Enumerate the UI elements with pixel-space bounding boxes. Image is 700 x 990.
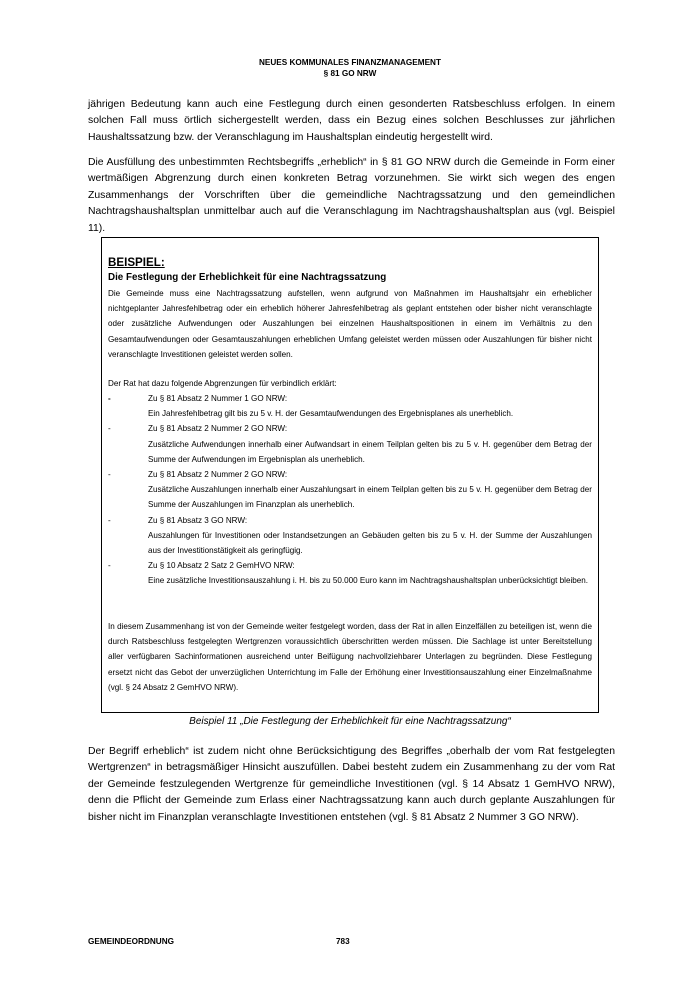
example-heading: BEISPIEL: (108, 256, 165, 269)
example-box (101, 237, 599, 713)
list-item (108, 558, 592, 588)
body-paragraph-3: Der Begriff erheblich“ ist zudem nicht ohne Berücksichtigung des Begriffes „oberhalb der vom Rat festgelegten Wertgrenzen“ in betragsmäßiger Hinsicht auszufüllen. Dabei besteht zudem ein Zusammenhang zu der vom Rat der Gemeinde festzulegenden Wertgrenze für gemeindliche Investitionen (vgl. § 14 Absatz 1 GemHVO NRW), denn die Pflicht der Gemeinde zum Erlass einer Nachtragssatzung kann auch durch geplante Auszahlungen für bisher nicht im Finanzplan veranschlagte Investitionen entstehen (vgl. § 81 Absatz 2 Nummer 3 GO NRW). (88, 746, 615, 823)
page-header (0, 58, 700, 79)
list-item-rule: Eine zusätzliche Investitionsauszahlung i. H. bis zu 50.000 Euro kann im Nachtragshaushaltsplan unberücksichtigt bleiben. (148, 576, 589, 586)
list-item (108, 391, 592, 421)
body-paragraph-1: jährigen Bedeutung kann auch eine Festlegung durch einen gesonderten Ratsbeschluss erfolgen. In einem solchen Fall muss örtlich sichergestellt werden, dass ein Bezug eines solchen Beschlusses zur jährlichen Haushaltssatzung bzw. der Veranschlagung im Haushaltsplan eindeutig hergestellt wird. (88, 99, 615, 143)
list-dash: - (108, 424, 111, 434)
list-item-rule: Zusätzliche Auszahlungen innerhalb einer Auszahlungsart in einem Teilplan gelten bis zu 5 v. H. gegenüber dem Betrag der Summe der Auszahlungen im Finanzplan als unerheblich. (148, 485, 592, 510)
list-dash: - (108, 561, 111, 571)
list-item-reference: Zu § 10 Absatz 2 Satz 2 GemHVO NRW: (148, 561, 295, 571)
header-section: § 81 GO NRW (323, 68, 377, 78)
example-closing: In diesem Zusammenhang ist von der Gemeinde weiter festgelegt worden, dass der Rat in allen Einzelfällen zu beteiligen ist, wenn die durch Ratsbeschluss festgelegten Wertgrenzen voraussichtlich überschritten werden müssen. Die Sachlage ist unter Bereitstellung aller verfügbaren Sachinformationen ausreichend unter Beifügung nachvollziehbarer Unterlagen zu begründen. Diese Festlegung ersetzt nicht das Gebot der unverzüglichen Unterrichtung im Falle der Erhöhung einer Investitionsauszahlung einer Einzelmaßnahme (vgl. § 24 Absatz 2 GemHVO NRW). (108, 622, 592, 692)
example-rule-list (108, 391, 592, 589)
list-item (108, 513, 592, 559)
body-paragraph-2: Die Ausfüllung des unbestimmten Rechtsbegriffs „erheblich“ in § 81 GO NRW durch die Gemeinde in Form einer wertmäßigen Abgrenzung durch einen konkreten Betrag vorzunehmen. Sie wirkt sich wegen des engen Zusammenhangs der Vorschriften über die gemeindliche Nachtragssatzung und den gemeindlichen Nachtragshaushaltsplan unmittelbar auch auf die Veranschlagung im Nachtragshaushaltsplan aus (vgl. Beispiel 11). (88, 157, 615, 234)
list-item-reference: Zu § 81 Absatz 2 Nummer 1 GO NRW: (148, 394, 288, 403)
list-dash: - (108, 470, 111, 480)
list-item-rule: Auszahlungen für Investitionen oder Instandsetzungen an Gebäuden gelten bis zu 5 v. H. der Summe der Auszahlungen aus der Investitionstätigkeit als geringfügig. (148, 530, 592, 556)
example-subheading: Die Festlegung der Erheblichkeit für eine Nachtragssatzung (108, 272, 387, 283)
example-caption: Beispiel 11 „Die Festlegung der Erheblichkeit für eine Nachtragssatzung“ (189, 716, 511, 727)
list-item-reference: Zu § 81 Absatz 2 Nummer 2 GO NRW: (148, 470, 288, 480)
list-item-rule: Zusätzliche Aufwendungen innerhalb einer Aufwandsart in einem Teilplan gelten bis zu 5 v. H. gegenüber dem Betrag der Summe der Aufwendungen im Ergebnisplan als unerheblich. (148, 439, 592, 464)
list-dash: - (108, 394, 111, 403)
list-item-rule: Ein Jahresfehlbetrag gilt bis zu 5 v. H. der Gesamtaufwendungen des Ergebnisplanes als unerheblich. (148, 409, 514, 419)
footer-label: GEMEINDEORDNUNG (88, 937, 174, 946)
list-dash: - (108, 515, 111, 525)
page-number: 783 (336, 937, 350, 946)
list-item (108, 467, 592, 513)
header-title: NEUES KOMMUNALES FINANZMANAGEMENT (259, 58, 441, 67)
list-item-reference: Zu § 81 Absatz 2 Nummer 2 GO NRW: (148, 424, 288, 434)
example-intro: Die Gemeinde muss eine Nachtragssatzung aufstellen, wenn aufgrund von Maßnahmen im Haushaltsjahr ein erheblicher nichtgeplanter Jahresfehlbetrag oder ein erheblich höherer Jahresfehlbetrag als geplant entstehen oder bisher nicht veranschlagte oder zusätzliche Aufwendungen oder Auszahlungen bei einzelnen Haushaltspositionen in einem im Verhältnis zu den Gesamtaufwendungen oder Gesamtauszahlungen erheblichen Umfang geleistet werden müssen oder Auszahlungen für bisher nicht veranschlagte Investitionen geleistet werden sollen. (108, 289, 592, 359)
list-item-reference: Zu § 81 Absatz 3 GO NRW: (148, 515, 248, 525)
example-list-intro: Der Rat hat dazu folgende Abgrenzungen für verbindlich erklärt: (108, 379, 337, 388)
list-item (108, 421, 592, 467)
